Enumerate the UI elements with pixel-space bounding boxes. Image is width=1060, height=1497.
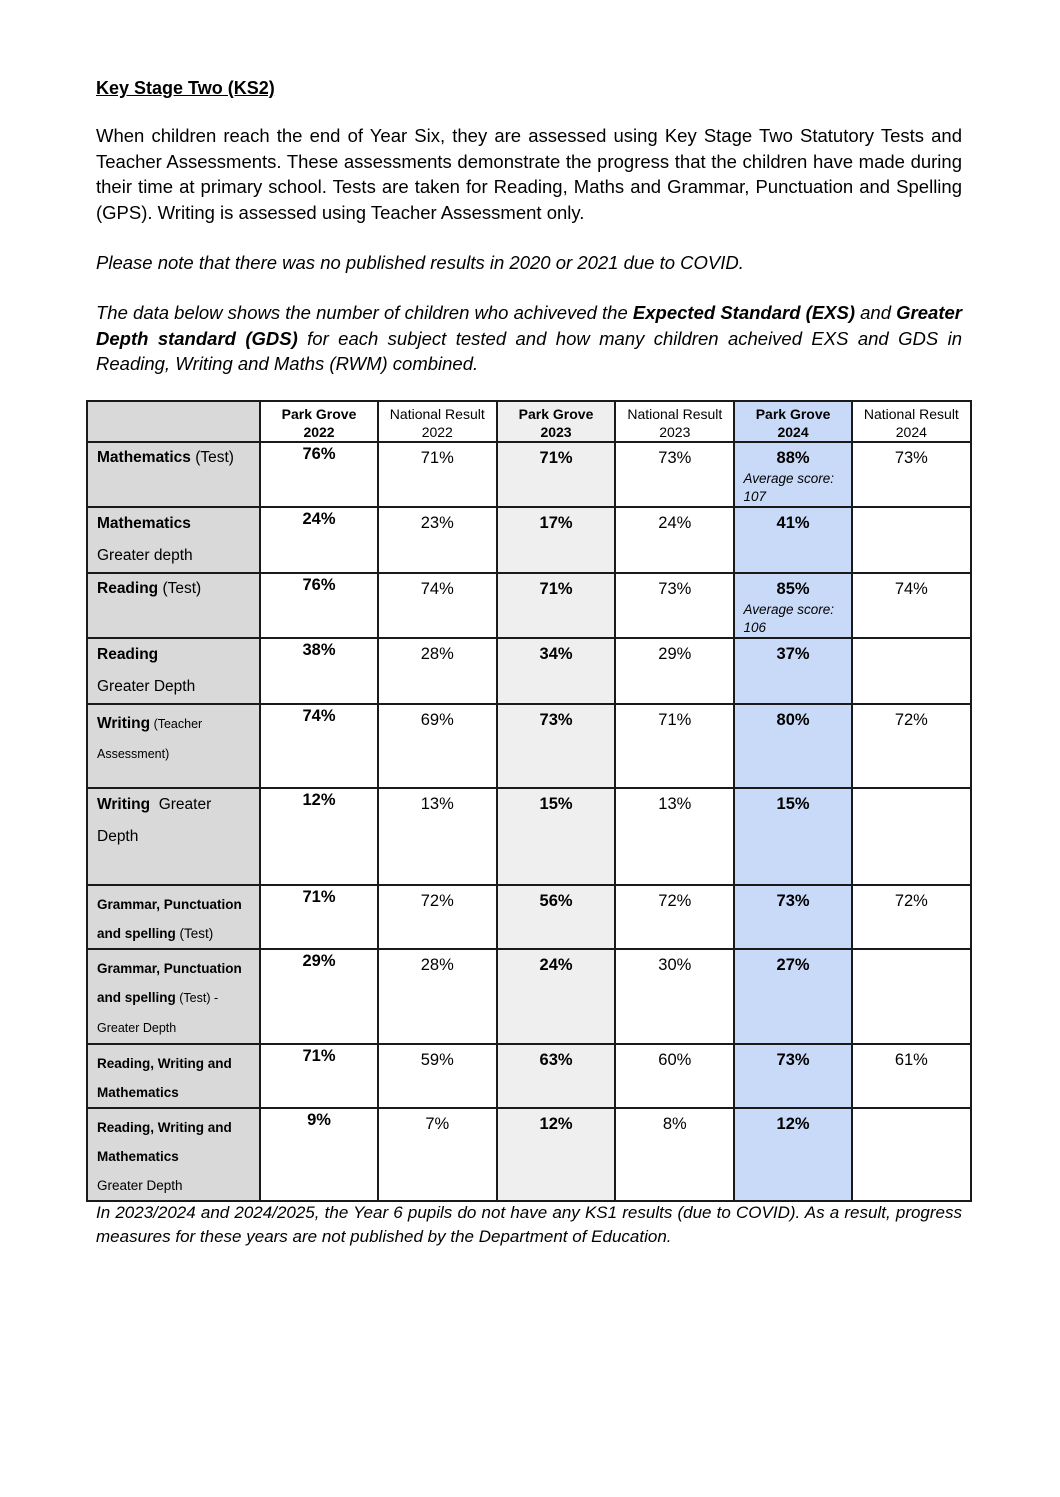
table-row: [87, 885, 971, 949]
results-table: [86, 400, 972, 1202]
header-national-2023: National Result 2023: [615, 401, 734, 442]
park-grove-2022-cell: 76%: [260, 442, 377, 507]
table-row: [87, 442, 971, 507]
table-row: [87, 573, 971, 638]
park-grove-2023-cell: 34%: [497, 638, 615, 704]
data-note-text: and: [855, 302, 897, 323]
national-2023-cell: 60%: [615, 1044, 734, 1108]
national-2022-cell: 71%: [378, 442, 497, 507]
national-2022-cell: 28%: [378, 638, 497, 704]
park-grove-2024-cell: 37%: [734, 638, 851, 704]
table-row: [87, 788, 971, 885]
park-grove-2022-cell: 29%: [260, 949, 377, 1044]
national-2024-cell: [852, 638, 971, 704]
header-national-2022: National Result 2022: [378, 401, 497, 442]
park-grove-2024-cell: 88% Average score: 107: [734, 442, 851, 507]
park-grove-2024-cell: 85% Average score: 106: [734, 573, 851, 638]
park-grove-2024-cell: 41%: [734, 507, 851, 573]
table-row: [87, 704, 971, 788]
national-2022-cell: 28%: [378, 949, 497, 1044]
row-label: Reading (Test): [87, 573, 260, 638]
national-2024-cell: 74%: [852, 573, 971, 638]
row-label: Writing Greater Depth: [87, 788, 260, 885]
park-grove-2024-cell: 73%: [734, 1044, 851, 1108]
header-park-grove-2022: Park Grove 2022: [260, 401, 377, 442]
national-2024-cell: [852, 788, 971, 885]
row-label: Reading, Writing and Mathematics Greater Depth: [87, 1108, 260, 1201]
row-label: Mathematics (Test): [87, 442, 260, 507]
park-grove-2024-cell: 12%: [734, 1108, 851, 1201]
header-blank-cell: [87, 401, 260, 442]
row-label: Reading Greater Depth: [87, 638, 260, 704]
gds-term: Greater Depth standard (GDS): [96, 302, 962, 349]
data-description: [96, 300, 962, 377]
park-grove-2024-cell: 80%: [734, 704, 851, 788]
park-grove-2022-cell: 38%: [260, 638, 377, 704]
park-grove-2022-cell: 71%: [260, 885, 377, 949]
data-note-text: for each subject tested and how many children acheived EXS and GDS in Reading, Writing and Maths (RWM) combined.: [96, 327, 962, 375]
header-park-grove-2023: Park Grove 2023: [497, 401, 615, 442]
national-2024-cell: [852, 949, 971, 1044]
national-2023-cell: 8%: [615, 1108, 734, 1201]
park-grove-2024-cell: 15%: [734, 788, 851, 885]
average-score-note: Average score: 107: [743, 471, 834, 504]
national-2022-cell: 72%: [378, 885, 497, 949]
park-grove-2022-cell: 71%: [260, 1044, 377, 1108]
table-row: [87, 1108, 971, 1201]
national-2023-cell: 13%: [615, 788, 734, 885]
park-grove-2023-cell: 17%: [497, 507, 615, 573]
national-2022-cell: 13%: [378, 788, 497, 885]
park-grove-2022-cell: 12%: [260, 788, 377, 885]
national-2024-cell: 72%: [852, 704, 971, 788]
park-grove-2024-cell: 73%: [734, 885, 851, 949]
national-2024-cell: [852, 1108, 971, 1201]
national-2023-cell: 24%: [615, 507, 734, 573]
national-2022-cell: 74%: [378, 573, 497, 638]
row-label: Mathematics Greater depth: [87, 507, 260, 573]
row-label: Grammar, Punctuation and spelling (Test) - Greater Depth: [87, 949, 260, 1044]
park-grove-2022-cell: 24%: [260, 507, 377, 573]
table-row: [87, 638, 971, 704]
park-grove-2023-cell: 73%: [497, 704, 615, 788]
exs-term: Expected Standard (EXS): [632, 302, 855, 323]
row-label: Grammar, Punctuation and spelling (Test): [87, 885, 260, 949]
row-label: Reading, Writing and Mathematics: [87, 1044, 260, 1108]
national-2024-cell: [852, 507, 971, 573]
park-grove-2023-cell: 63%: [497, 1044, 615, 1108]
header-national-2024: National Result 2024: [852, 401, 971, 442]
park-grove-2023-cell: 71%: [497, 442, 615, 507]
national-2024-cell: 72%: [852, 885, 971, 949]
park-grove-2022-cell: 76%: [260, 573, 377, 638]
park-grove-2024-cell: 27%: [734, 949, 851, 1044]
national-2022-cell: 23%: [378, 507, 497, 573]
park-grove-2022-cell: 74%: [260, 704, 377, 788]
page-heading: Key Stage Two (KS2): [96, 78, 275, 98]
national-2023-cell: 30%: [615, 949, 734, 1044]
header-park-grove-2024: Park Grove 2024: [734, 401, 851, 442]
park-grove-2022-cell: 9%: [260, 1108, 377, 1201]
data-note-text: The data below shows the number of children who achiveved the: [96, 302, 633, 323]
national-2023-cell: 71%: [615, 704, 734, 788]
national-2022-cell: 59%: [378, 1044, 497, 1108]
park-grove-2023-cell: 15%: [497, 788, 615, 885]
table-row: [87, 507, 971, 573]
national-2023-cell: 73%: [615, 442, 734, 507]
average-score-note: Average score: 106: [743, 602, 834, 635]
table-row: [87, 949, 971, 1044]
park-grove-2023-cell: 56%: [497, 885, 615, 949]
header-row: [87, 401, 971, 442]
national-2024-cell: 61%: [852, 1044, 971, 1108]
table-row: [87, 1044, 971, 1108]
national-2023-cell: 73%: [615, 573, 734, 638]
national-2022-cell: 69%: [378, 704, 497, 788]
national-2022-cell: 7%: [378, 1108, 497, 1201]
park-grove-2023-cell: 24%: [497, 949, 615, 1044]
footer-note: In 2023/2024 and 2024/2025, the Year 6 pupils do not have any KS1 results (due to COVID). As a result, progress measures for these years are not published by the Department of Education.: [96, 1203, 962, 1246]
park-grove-2023-cell: 12%: [497, 1108, 615, 1201]
national-2024-cell: 73%: [852, 442, 971, 507]
national-2023-cell: 72%: [615, 885, 734, 949]
intro-paragraph: When children reach the end of Year Six, they are assessed using Key Stage Two Statutory Tests and Teacher Assessments. These assessments demonstrate the progress that the children have made during their time at primary school. Tests are taken for Reading, Maths and Grammar, Punctuation and Spelling (GPS). Writing is assessed using Teacher Assessment only.: [96, 125, 962, 223]
national-2023-cell: 29%: [615, 638, 734, 704]
row-label: Writing (Teacher Assessment): [87, 704, 260, 788]
park-grove-2023-cell: 71%: [497, 573, 615, 638]
covid-note: Please note that there was no published results in 2020 or 2021 due to COVID.: [96, 252, 744, 273]
